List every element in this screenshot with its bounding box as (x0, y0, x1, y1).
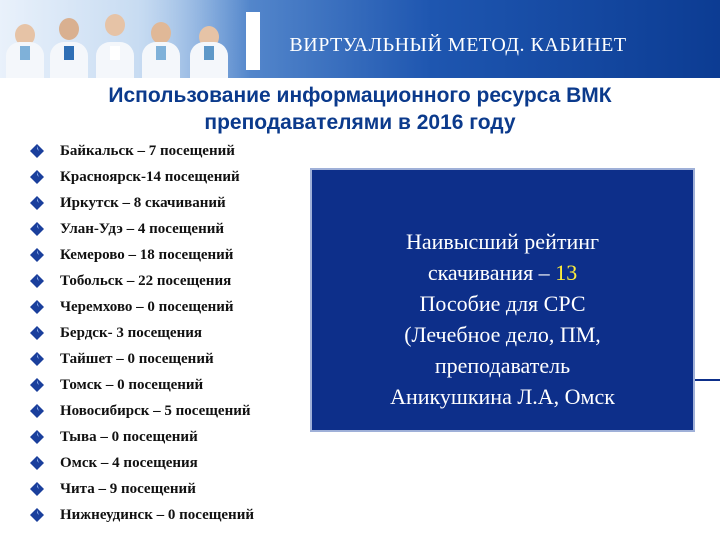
blue-diamond-bullet-icon (30, 326, 44, 340)
rating-line-6: Аникушкина Л.А, Омск (390, 384, 615, 409)
header-banner (0, 0, 720, 78)
list-item (30, 502, 254, 528)
blue-diamond-bullet-icon (30, 482, 44, 496)
blue-diamond-bullet-icon (30, 456, 44, 470)
doctors-photo (0, 0, 250, 78)
list-item-text: Тобольск – 22 посещения (60, 272, 232, 289)
blue-diamond-bullet-icon (30, 144, 44, 158)
list-item-text: Улан-Удэ – 4 посещений (60, 220, 225, 237)
rating-line-2 (312, 257, 693, 288)
visits-list (30, 138, 254, 528)
rating-line-2-prefix: скачивания – (427, 260, 556, 285)
list-item (30, 216, 254, 242)
doctor-figure (6, 18, 44, 78)
list-item-text: Красноярск-14 посещений (60, 168, 240, 185)
blue-diamond-bullet-icon (30, 300, 44, 314)
blue-diamond-bullet-icon (30, 352, 44, 366)
blue-diamond-bullet-icon (30, 170, 44, 184)
blue-diamond-bullet-icon (30, 248, 44, 262)
doctor-figure (50, 12, 88, 78)
subtitle-line-2: преподавателями в 2016 году (204, 111, 516, 134)
blue-diamond-bullet-icon (30, 508, 44, 522)
list-item (30, 424, 254, 450)
rating-box (310, 168, 695, 432)
list-item (30, 346, 254, 372)
subtitle-line-1: Использование информационного ресурса ВМК (108, 84, 612, 107)
rating-value: 13 (555, 260, 578, 285)
list-item (30, 190, 254, 216)
list-item (30, 242, 254, 268)
list-item-text: Чита – 9 посещений (60, 480, 196, 497)
list-item-text: Томск – 0 посещений (60, 376, 204, 393)
list-item (30, 450, 254, 476)
list-item-text: Тайшет – 0 посещений (60, 350, 214, 367)
doctor-figure (142, 16, 180, 78)
list-item (30, 320, 254, 346)
blue-diamond-bullet-icon (30, 378, 44, 392)
decorative-line (695, 379, 720, 381)
list-item (30, 398, 254, 424)
blue-diamond-bullet-icon (30, 222, 44, 236)
header-title: ВИРТУАЛЬНЫЙ МЕТОД. КАБИНЕТ (289, 34, 627, 56)
rating-line-4: (Лечебное дело, ПМ, (404, 322, 601, 347)
list-item (30, 294, 254, 320)
list-item-text: Новосибирск – 5 посещений (60, 402, 251, 419)
slide-subtitle (40, 82, 680, 136)
list-item-text: Бердск- 3 посещения (60, 324, 202, 341)
list-item (30, 476, 254, 502)
rating-line-1: Наивысший рейтинг (405, 229, 600, 254)
list-item-text: Тыва – 0 посещений (60, 428, 198, 445)
doctor-figure (190, 20, 228, 78)
rating-text (312, 226, 693, 412)
doctor-figure (96, 8, 134, 78)
list-item (30, 164, 254, 190)
blue-diamond-bullet-icon (30, 430, 44, 444)
blue-diamond-bullet-icon (30, 274, 44, 288)
rating-line-3: Пособие для СРС (419, 291, 586, 316)
list-item-text: Омск – 4 посещения (60, 454, 198, 471)
list-item (30, 138, 254, 164)
blue-diamond-bullet-icon (30, 196, 44, 210)
list-item (30, 268, 254, 294)
rating-line-5: преподаватель (434, 353, 571, 378)
list-item (30, 372, 254, 398)
blue-diamond-bullet-icon (30, 404, 44, 418)
list-item-text: Байкальск – 7 посещений (60, 142, 235, 159)
list-item-text: Иркутск – 8 скачиваний (60, 194, 226, 211)
list-item-text: Черемхово – 0 посещений (60, 298, 234, 315)
list-item-text: Нижнеудинск – 0 посещений (60, 506, 254, 523)
list-item-text: Кемерово – 18 посещений (60, 246, 234, 263)
